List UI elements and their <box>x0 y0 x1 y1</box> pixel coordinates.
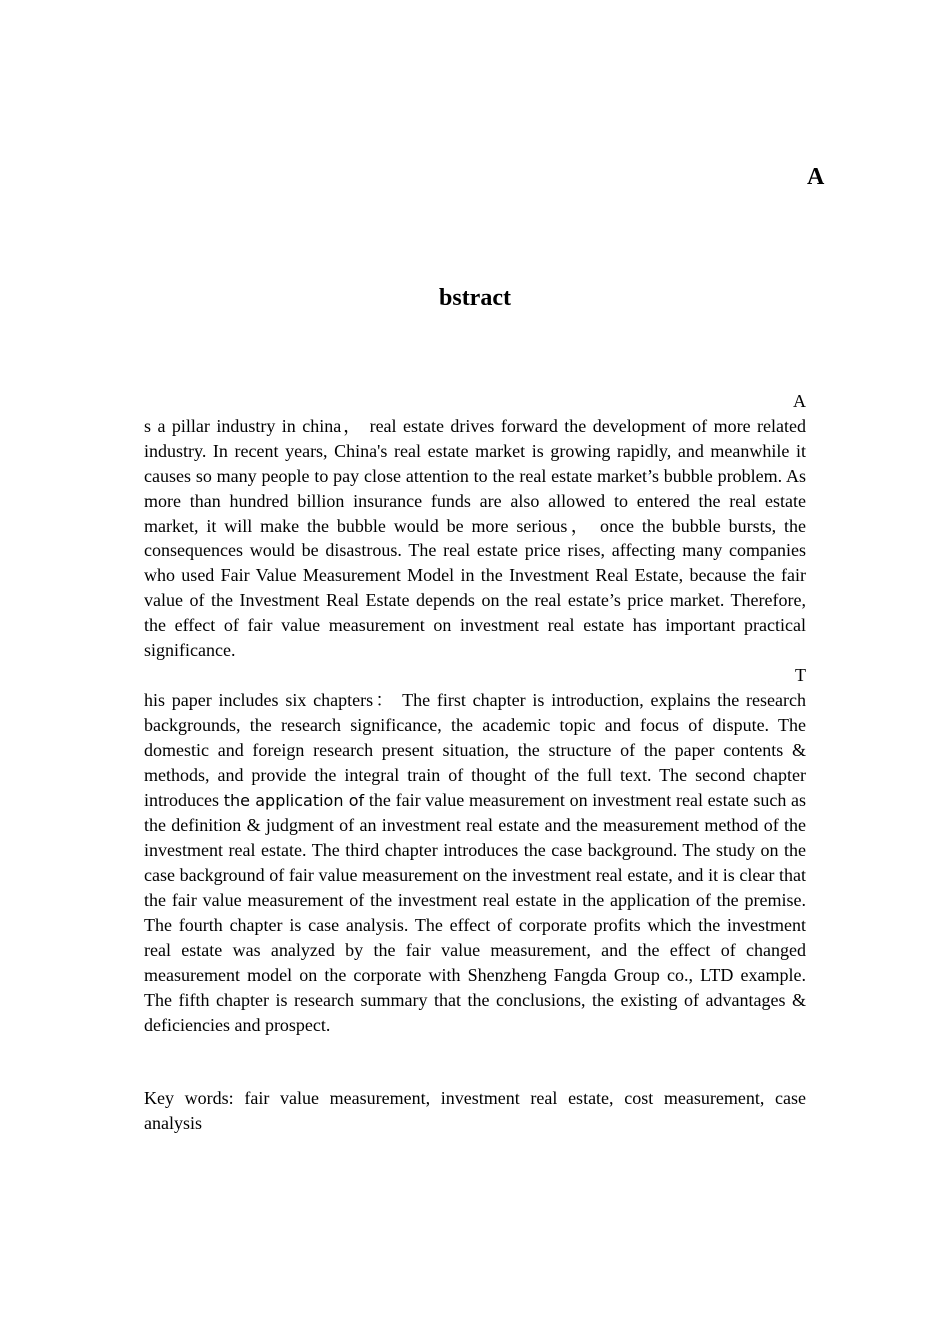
paragraph-1-text: s a pillar industry in china， real estate drives forward the development of more related industry. In recent years, China's real estate market is growing rapidly, and meanwhile it causes so many people to pay close attention to the real estate market’s bubble problem. As more than hundred billion insurance funds are also allowed to entered the real estate market, it will make the bubble would be more serious， once the bubble bursts, the consequences would be disastrous. The real estate price rises, affecting many companies who used Fair Value Measurement Model in the Investment Real Estate, because the fair value of the Investment Real Estate depends on the real estate’s price market. Therefore, the effect of fair value measurement on investment real estate has important practical significance. <box>144 415 806 661</box>
paragraph-2-text-before: his paper includes six chapters： The first chapter is introduction, explains the research backgrounds, the research significance, the academic topic and focus of dispute. The domestic and foreign research present situation, the structure of the paper contents & methods, and provide the integral train of thought of the full text. The second chapter introduces <box>144 689 806 810</box>
paragraph-2-text-mono: the application of <box>223 790 365 810</box>
paragraph-1-dropcap: A <box>793 391 806 411</box>
paragraph-2-text <box>144 688 806 1038</box>
page-title: bstract <box>439 285 511 311</box>
paragraph-2-dropcap: T <box>795 665 806 685</box>
keywords-text: Key words: fair value measurement, investment real estate, cost measurement, case analysis <box>144 1088 806 1133</box>
keywords-block <box>144 1086 806 1136</box>
title-dropcap: A <box>807 164 825 190</box>
abstract-paragraph-1 <box>144 389 806 663</box>
paragraph-2-text-after: the fair value measurement on investment real estate such as the definition & judgment of an investment real estate and the measurement method of the investment real estate. The third chapter introduces the case background. The study on the case background of fair value measurement on the investment real estate, and it is clear that the fair value measurement of the investment real estate in the application of the premise. The fourth chapter is case analysis. The effect of corporate profits which the investment real estate was analyzed by the fair value measurement, and the effect of changed measurement model on the corporate with Shenzheng Fangda Group co., LTD example. The fifth chapter is research summary that the conclusions, the existing of advantages & deficiencies and prospect. <box>144 789 807 1035</box>
abstract-paragraph-2 <box>144 663 806 1038</box>
